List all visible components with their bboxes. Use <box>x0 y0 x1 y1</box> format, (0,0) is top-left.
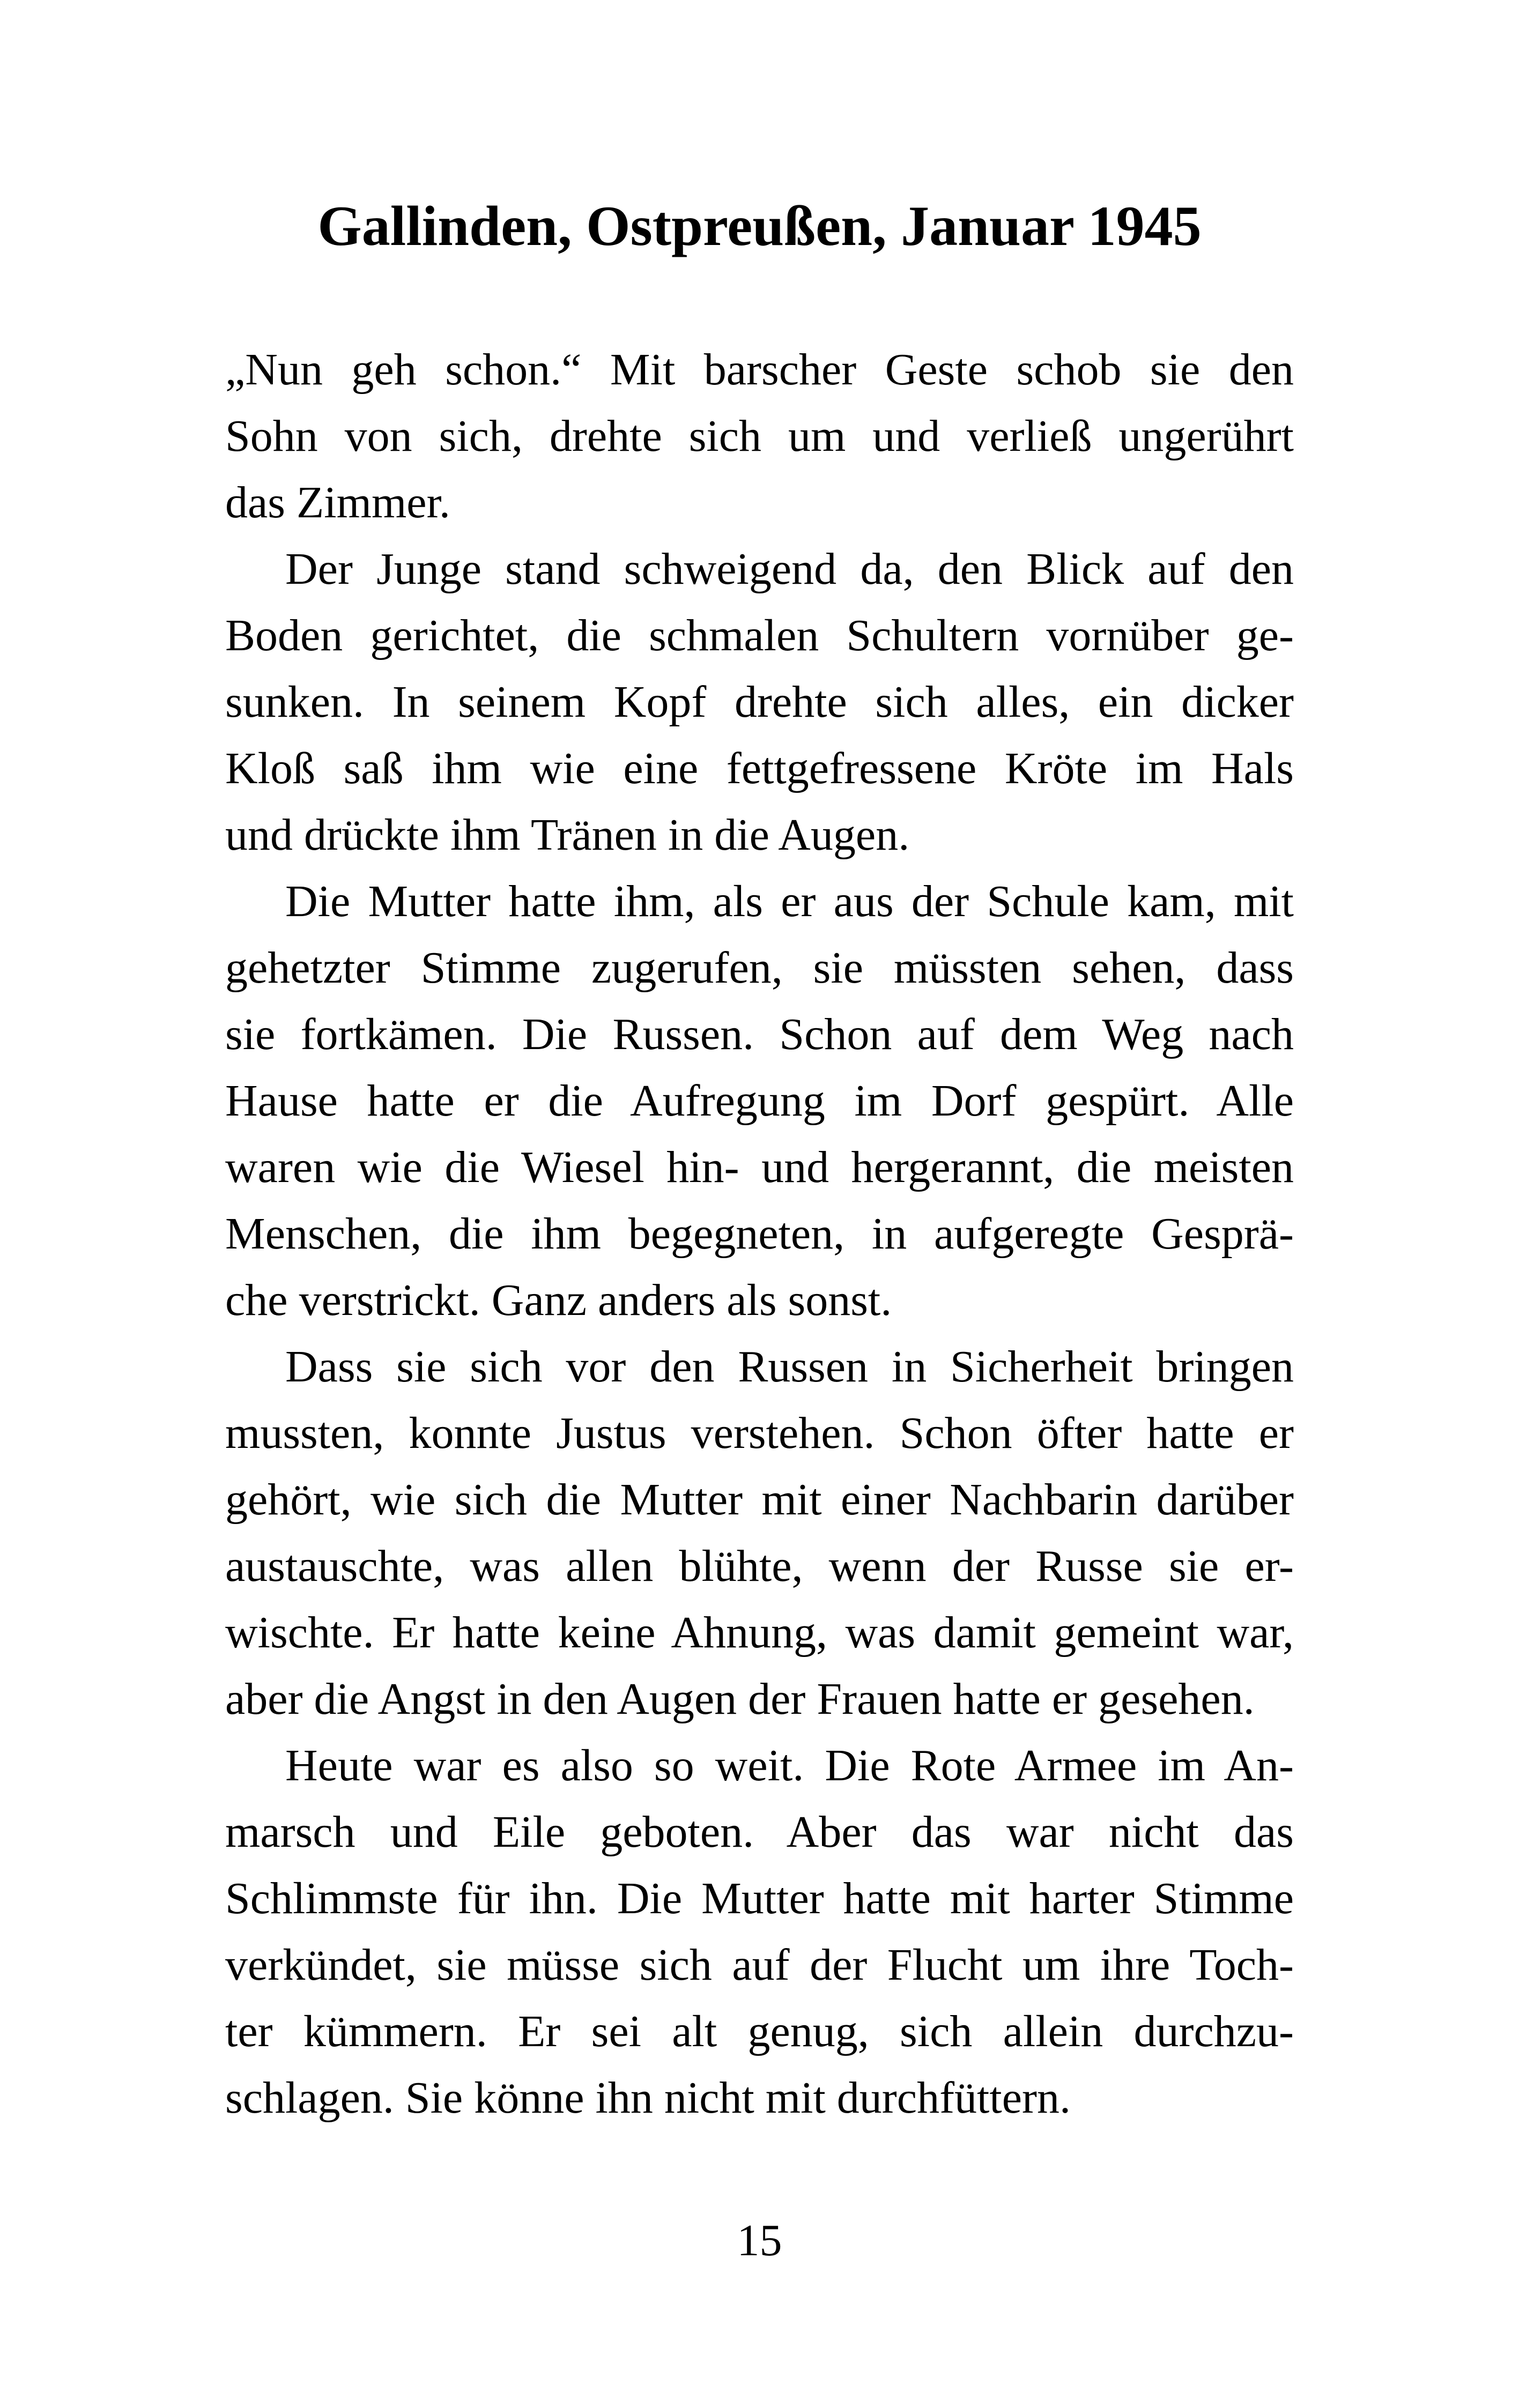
text-line: Schlimmste für ihn. Die Mutter hatte mit harter Stimme <box>225 1874 1294 1923</box>
chapter-body <box>225 337 1294 2131</box>
text-line: gehört, wie sich die Mutter mit einer Nachbarin darüber <box>225 1475 1294 1525</box>
text-line: wischte. Er hatte keine Ahnung, was damit gemeint war, <box>225 1608 1294 1658</box>
text-line: mussten, konnte Justus verstehen. Schon öfter hatte er <box>225 1408 1294 1458</box>
text-line: che verstrickt. Ganz anders als sonst. <box>225 1275 892 1325</box>
text-line: Kloß saß ihm wie eine fettgefressene Kröte im Hals <box>225 744 1294 793</box>
text-line: sie fortkämen. Die Russen. Schon auf dem Weg nach <box>225 1009 1294 1059</box>
text-line: marsch und Eile geboten. Aber das war nicht das <box>225 1807 1294 1857</box>
text-line: das Zimmer. <box>225 478 450 527</box>
chapter-title: Gallinden, Ostpreußen, Januar 1945 <box>317 195 1202 257</box>
text-line: austauschte, was allen blühte, wenn der Russe sie er- <box>225 1541 1294 1591</box>
text-line: schlagen. Sie könne ihn nicht mit durchfüttern. <box>225 2073 1071 2123</box>
paragraph <box>225 1334 1294 1733</box>
text-line: aber die Angst in den Augen der Frauen hatte er gesehen. <box>225 1674 1255 1724</box>
text-line: Dass sie sich vor den Russen in Sicherheit bringen <box>285 1342 1294 1392</box>
text-line: und drückte ihm Tränen in die Augen. <box>225 810 910 860</box>
page-number: 15 <box>737 2216 782 2265</box>
text-line: Sohn von sich, drehte sich um und verließ ungerührt <box>225 411 1294 461</box>
paragraph <box>225 1733 1294 2131</box>
text-line: verkündet, sie müsse sich auf der Flucht um ihre Toch- <box>225 1940 1294 1990</box>
paragraph <box>225 536 1294 868</box>
text-line: ter kümmern. Er sei alt genug, sich allein durchzu- <box>225 2006 1294 2056</box>
paragraph <box>225 337 1294 536</box>
text-line: gehetzter Stimme zugerufen, sie müssten sehen, dass <box>225 943 1294 993</box>
paragraph <box>225 868 1294 1334</box>
text-line: Menschen, die ihm begegneten, in aufgeregte Gesprä- <box>225 1209 1294 1259</box>
text-line: Die Mutter hatte ihm, als er aus der Schule kam, mit <box>285 876 1294 926</box>
text-line: sunken. In seinem Kopf drehte sich alles, ein dicker <box>225 677 1294 727</box>
text-line: „Nun geh schon.“ Mit barscher Geste schob sie den <box>225 345 1294 395</box>
text-line: waren wie die Wiesel hin- und hergerannt, die meisten <box>225 1142 1294 1192</box>
text-line: Boden gerichtet, die schmalen Schultern vornüber ge- <box>225 611 1294 660</box>
text-line: Hause hatte er die Aufregung im Dorf gespürt. Alle <box>225 1076 1294 1126</box>
text-line: Der Junge stand schweigend da, den Blick auf den <box>285 544 1294 594</box>
text-line: Heute war es also so weit. Die Rote Armee im An- <box>285 1741 1294 1790</box>
